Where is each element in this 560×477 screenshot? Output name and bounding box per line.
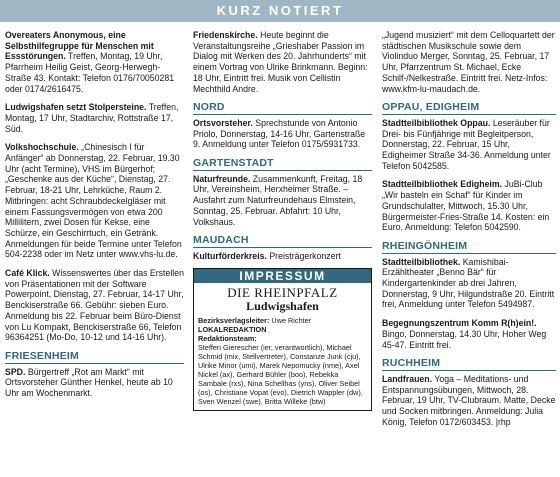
notice-item bbox=[382, 118, 556, 172]
notice-heading: Ludwigshafen setzt Stolpersteine. bbox=[5, 102, 147, 113]
impressum-title: IMPRESSUM bbox=[194, 269, 371, 284]
publisher-line bbox=[198, 316, 367, 325]
district-heading: NORD bbox=[193, 102, 372, 115]
notice-heading: Friedenskirche. bbox=[193, 30, 258, 40]
district-heading: GARTENSTADT bbox=[193, 158, 372, 171]
impressum-body bbox=[194, 283, 371, 410]
notice-heading: Overeaters Anonymous, eine Selbsthilfegruppe für Menschen mit Essstörungen. bbox=[5, 30, 154, 62]
notice-text: JuBi-Club „Wir basteln ein Schaf“ für Kinder im Grundschulalter, Mittwoch, 15.30 Uhr, Bürgermeister-Fries-Straße 14. Kosten: ein Euro. Anmeldung: Telefon 5042590. bbox=[382, 179, 550, 233]
publisher-label: Bezirksverlagsleiter: bbox=[198, 316, 270, 326]
notice-heading: Volkshochschule. bbox=[5, 142, 79, 153]
notice-heading: Stadtteilbibliothek. bbox=[382, 256, 461, 267]
notice-text: Yoga – Meditations- und Entspannungsübungen, Mittwoch, 28. Februar, 19 Uhr, TV-Clubraum. Matte, Decke und Socken mitbringen. Anmeldung: Julia König, Telefon 0172/603453. bbox=[382, 373, 556, 427]
column-right bbox=[382, 30, 556, 436]
banner-title: KURZ NOTIERT bbox=[216, 3, 344, 18]
notice-text: Zusammenkunft, Freitag, 18 Uhr, Vereinsheim, Herxheimer Straße. – Ausfahrt zum Naturfreundehaus Elmstein, Sonntag, 25. Februar. Abfahrt: 10 Uhr, Volkshaus. bbox=[193, 173, 363, 227]
notice-text: Kamishibai-Erzähltheater „Benno Bär“ für Kindergartenkinder ab drei Jahren, Donnerstag, 9 Uhr, Hilgundstraße 20. Eintritt frei, Anmeldung unter Telefon 5494987. bbox=[382, 256, 555, 310]
district-heading: MAUDACH bbox=[193, 235, 372, 248]
notice-item bbox=[382, 257, 556, 311]
notice-heading: Ortsvorsteher. bbox=[193, 117, 253, 128]
notice-item bbox=[5, 142, 184, 260]
notice-text: „Jugend musiziert“ mit dem Celloquartett der städtischen Musikschule sowie dem Violinduo Merger, Sonntag, 25. Februar, 17 Uhr, Pfarrzentrum St. Michael, Ecke Schilf-/Nelkestraße. Eintritt frei. Netz-Infos: www.kfm-lu-maudach.de. bbox=[382, 30, 555, 94]
notice-heading: Café Klick. bbox=[5, 268, 50, 279]
notice-item bbox=[5, 268, 184, 343]
notice-item bbox=[193, 251, 372, 262]
column-left bbox=[5, 30, 184, 407]
newspaper-name: DIE RHEINPFALZ bbox=[227, 285, 338, 301]
notice-heading: SPD. bbox=[5, 366, 26, 377]
notice-item bbox=[5, 367, 184, 399]
impressum-box bbox=[193, 268, 372, 412]
notice-item bbox=[382, 179, 556, 233]
author-signoff: |rhp bbox=[495, 416, 511, 427]
notice-item bbox=[193, 30, 372, 94]
notice-heading: Stadtteilbibliothek Oppau. bbox=[382, 117, 491, 128]
notice-item bbox=[382, 30, 556, 94]
notice-item bbox=[382, 374, 556, 428]
team-label: Redaktionsteam: bbox=[198, 334, 257, 344]
notice-item bbox=[193, 174, 372, 228]
notice-heading: Naturfreunde. bbox=[193, 173, 251, 184]
edition-city: Ludwigshafen bbox=[246, 299, 319, 314]
notice-text: Wissenswertes über das Erstellen von Präsentationen mit der Software Powerpoint, Dienstag, 27. Februar, 14-17 Uhr, Benckiserstraße 66. Gebühr: sieben Euro. Anmeldung bis 22. Februar beim Büro-Dienst von Lu Kompakt, Benckiserstraße 66, Telefon 96364251 (Mo-Do, 10-12 und 14-16 Uhr). bbox=[5, 268, 184, 343]
notice-text: Sprechstunde von Antonio Priolo, Donnerstag, 14-16 Uhr, Gartenstraße 9. Anmeldung unter Telefon 0175/5931733. bbox=[193, 117, 366, 150]
notice-text: Leseräuber für Drei- bis Fünfjährige mit Begleitperson, Donnerstag, 22. Februar, 15 Uhr, Edigheimer Straße 34-36. Anmeldung unter Telefon 5042585. bbox=[382, 117, 551, 171]
notice-item bbox=[193, 118, 372, 150]
notice-text: Treffen, Montag, 19 Uhr, Pfarrheim Heilig Geist, Georg-Herwegh-Straße 43. Kontakt: Telefon 0176/70050281 oder 0174/2616475. bbox=[5, 51, 175, 94]
notice-item bbox=[382, 318, 556, 350]
redaktion-heading: LOKALREDAKTION bbox=[198, 325, 267, 335]
notice-text: Bingo, Donnerstag, 14.30 Uhr, Hoher Weg 45-47. Eintritt frei. bbox=[382, 328, 547, 350]
publisher-name: Uwe Richter bbox=[269, 316, 312, 326]
notice-text: „Chinesisch I für Anfänger“ ab Donnerstag, 22. Februar, 19.30 Uhr (acht Termine), VHS im Bürgerhof; „Geschenke aus der Küche“, Dienstag, 27. Februar, 18-21 Uhr, Lehrküche, Raum 2. Mitbringen: acht Schraubdeckelgläser mit einem Fassungsvermögen von etwa 200 Millilitern, zwei Dosen für Kekse, eine Schürze, ein Geschirrtuch, ein Getränk. Anmeldungen für beide Termine unter Telefon 504-2238 oder im Netz unter www.vhs-lu.de. bbox=[5, 142, 182, 260]
notice-item bbox=[5, 102, 184, 134]
district-heading: RUCHHEIM bbox=[382, 358, 556, 371]
notice-text: Preisträgerkonzert bbox=[266, 250, 341, 261]
notice-heading: Kulturförderkreis. bbox=[193, 250, 267, 261]
section-banner bbox=[0, 0, 560, 22]
notice-item bbox=[5, 30, 184, 94]
district-heading: FRIESENHEIM bbox=[5, 351, 184, 364]
notice-heading: Stadtteilbibliothek Edigheim. bbox=[382, 179, 503, 190]
district-heading: OPPAU, EDIGHEIM bbox=[382, 102, 556, 115]
team-list: Steffen Gierescher (ier, verantwortlich), Michael Schmid (mix, Stellvertreter), Constanze Junk (cju), Ulrike Minor (umi), Marek Nepomucky (nme), Axel Nickel (ax), Gerhard Bühler (boo), Rebekka Sambale (rxs), Nina Schellhas (yns), Oliver Seibel (os), Christiane Vopat (evo), Dietrich Wappler (dw), Sven Wenzel (swe), Britta Willeke (btw) bbox=[198, 343, 363, 407]
notice-text: Treffen, Montag, 17 Uhr, Stadtarchiv, Rottstraße 17, Süd. bbox=[5, 102, 179, 134]
notice-text: Bürgertreff „Rot am Markt“ mit Ortsvorsteher Günther Henkel, heute ab 10 Uhr am Wochenmarkt. bbox=[5, 366, 173, 399]
notice-heading: Landfrauen. bbox=[382, 373, 433, 384]
column-middle bbox=[193, 30, 372, 411]
notice-heading: Begegnungszentrum Komm R(h)ein!. bbox=[382, 318, 537, 329]
district-heading: RHEINGÖNHEIM bbox=[382, 241, 556, 254]
notice-text: Heute beginnt die Veranstaltungsreihe „Grieshaber Passion im Dialog mit Werken des 20. Jahrhunderts“ mit einem Vortrag von Ulrike Brinkmann. Beginn: 18 Uhr, Eintritt frei. Musik von Cellistin Mechthild Andre. bbox=[193, 30, 368, 94]
